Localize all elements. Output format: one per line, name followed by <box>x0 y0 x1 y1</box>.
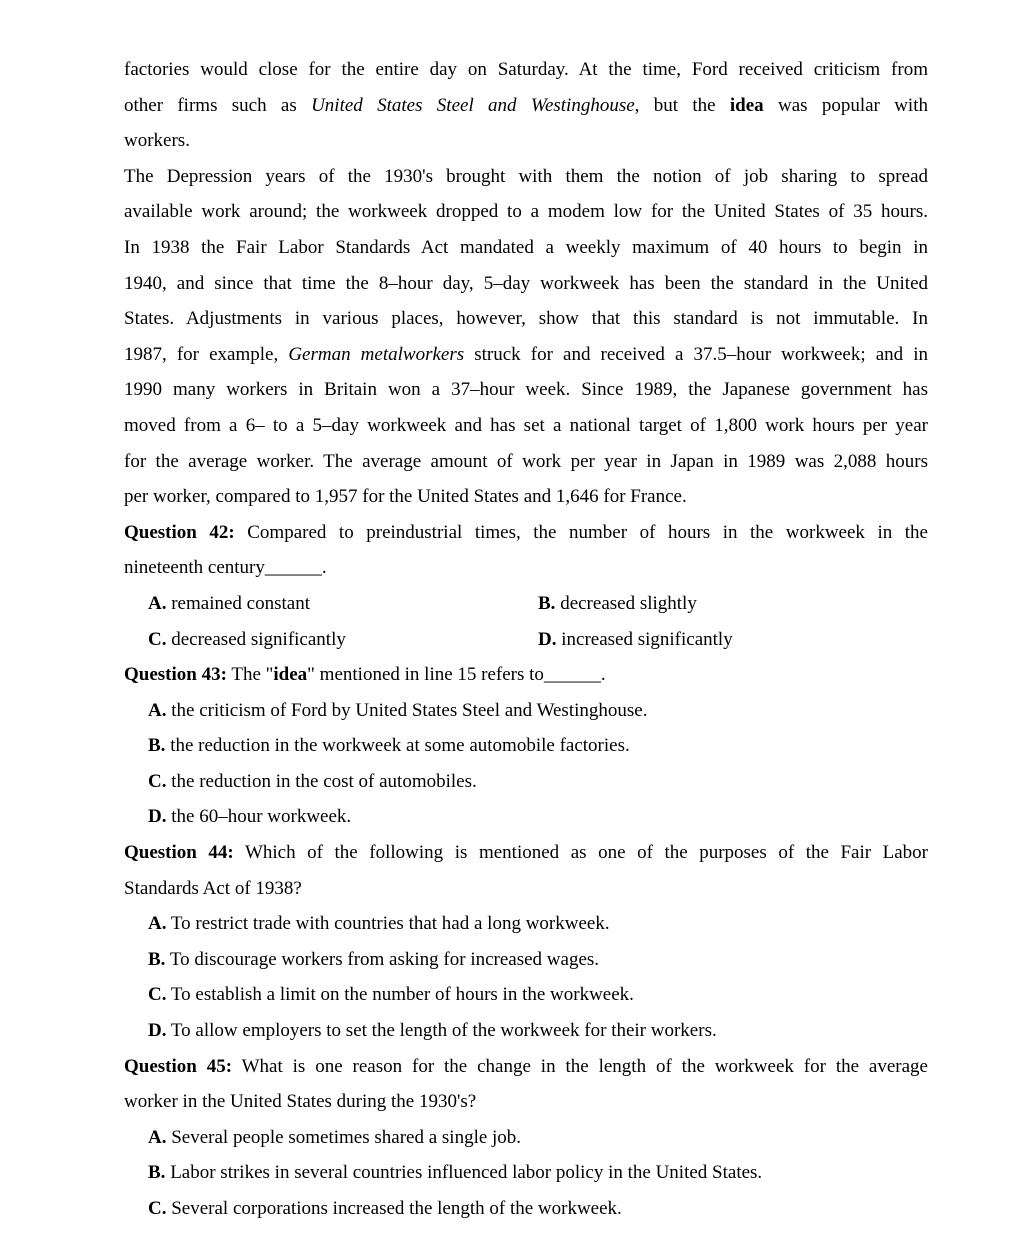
option-c[interactable] <box>124 622 538 658</box>
option-text: To establish a limit on the number of hours in the workweek. <box>166 984 634 1006</box>
question-44-stem <box>124 835 928 871</box>
option-text: To restrict trade with countries that had a long workweek. <box>166 913 610 935</box>
option-c[interactable] <box>124 764 928 800</box>
passage-text: struck for and received a 37.5–hour workweek; and in <box>464 343 928 365</box>
option-text: Several people sometimes shared a single job. <box>166 1126 522 1148</box>
question-text: What is one reason for the change in the length of the workweek for the average <box>232 1055 928 1077</box>
option-letter: B. <box>148 1162 166 1184</box>
question-label: Question 42: <box>124 521 235 543</box>
option-letter: D. <box>148 1020 167 1042</box>
option-b[interactable] <box>124 728 928 764</box>
passage-line <box>124 372 928 408</box>
question-text: worker in the United States during the 1930's? <box>124 1091 477 1113</box>
option-c[interactable] <box>124 1191 928 1227</box>
passage-line <box>124 266 928 302</box>
passage-text: , but the <box>634 94 730 116</box>
document-page <box>124 52 928 1227</box>
passage-line <box>124 479 928 515</box>
option-text: increased significantly <box>556 628 733 650</box>
passage-line <box>124 337 928 373</box>
question-45-stem <box>124 1084 928 1120</box>
option-letter: C. <box>148 1198 167 1219</box>
passage-text: workers. <box>124 130 190 152</box>
question-label: Question 45: <box>124 1055 233 1077</box>
passage-text: In 1938 the Fair Labor Standards Act mandated a weekly maximum of 40 hours to begin in <box>124 236 928 258</box>
option-d[interactable] <box>124 1013 928 1049</box>
question-label: Question 44: <box>124 842 234 864</box>
option-letter: A. <box>148 699 167 721</box>
option-text: decreased slightly <box>555 592 697 614</box>
passage-text: 1990 many workers in Britain won a 37–hour week. Since 1989, the Japanese government has <box>124 379 928 401</box>
passage-text: for the average worker. The average amount of work per year in Japan in 1989 was 2,088 hours <box>124 450 928 472</box>
passage-line <box>124 194 928 230</box>
option-b[interactable] <box>124 942 928 978</box>
question-text: Which of the following is mentioned as one of the purposes of the Fair Labor <box>233 842 928 864</box>
option-d[interactable] <box>124 799 928 835</box>
option-letter: A. <box>148 592 167 614</box>
option-letter: B. <box>148 735 166 757</box>
option-a[interactable] <box>124 693 928 729</box>
option-letter: C. <box>148 770 167 792</box>
option-a[interactable] <box>124 586 538 622</box>
option-b[interactable] <box>124 1155 928 1191</box>
option-text: the 60–hour workweek. <box>166 806 352 828</box>
question-text: nineteenth century______. <box>124 557 327 579</box>
question-text: Compared to preindustrial times, the number of hours in the workweek in the <box>234 521 928 543</box>
passage-line <box>124 301 928 337</box>
passage-line <box>124 444 928 480</box>
passage-line <box>124 88 928 124</box>
company-names: United States Steel and Westinghouse <box>311 94 635 116</box>
option-letter: C. <box>148 628 167 650</box>
option-letter: A. <box>148 913 167 935</box>
option-text: To allow employers to set the length of the workweek for their workers. <box>166 1020 717 1042</box>
question-text: " mentioned in line 15 refers to______. <box>307 664 606 686</box>
option-a[interactable] <box>124 906 928 942</box>
passage-line <box>124 408 928 444</box>
option-text: Several corporations increased the length of the workweek. <box>166 1198 622 1219</box>
option-letter: C. <box>148 984 167 1006</box>
option-text: remained constant <box>166 592 310 614</box>
option-text: decreased significantly <box>166 628 346 650</box>
highlighted-word: idea <box>729 94 764 116</box>
option-text: To discourage workers from asking for increased wages. <box>165 948 600 970</box>
passage-text: was popular with <box>763 94 928 116</box>
question-43-stem <box>124 657 928 693</box>
option-letter: D. <box>148 806 167 828</box>
option-text: the reduction in the cost of automobiles. <box>166 770 477 792</box>
passage-text: factories would close for the entire day on Saturday. At the time, Ford received criticism from <box>124 59 928 80</box>
option-letter: A. <box>148 1126 167 1148</box>
question-text: Standards Act of 1938? <box>124 877 302 899</box>
passage-text: 1940, and since that time the 8–hour day, 5–day workweek has been the standard in the United <box>124 272 928 294</box>
option-text: the criticism of Ford by United States Steel and Westinghouse. <box>166 699 648 721</box>
highlighted-word: idea <box>273 664 308 686</box>
option-c[interactable] <box>124 977 928 1013</box>
question-label: Question 43: <box>124 664 227 686</box>
question-text: The " <box>226 664 274 686</box>
question-42-stem <box>124 515 928 551</box>
option-letter: B. <box>538 592 556 614</box>
passage-text: The Depression years of the 1930's brought with them the notion of job sharing to spread <box>124 165 928 187</box>
question-44-stem <box>124 871 928 907</box>
option-b[interactable] <box>538 586 928 622</box>
question-42-options-row <box>124 622 928 658</box>
option-text: the reduction in the workweek at some automobile factories. <box>165 735 630 757</box>
passage-text: other firms such as <box>124 94 312 116</box>
option-text: Labor strikes in several countries influenced labor policy in the United States. <box>165 1162 763 1184</box>
passage-text: moved from a 6– to a 5–day workweek and has set a national target of 1,800 work hours per year <box>124 414 928 436</box>
passage-text: available work around; the workweek dropped to a modem low for the United States of 35 hours. <box>124 201 928 223</box>
question-42-stem <box>124 550 928 586</box>
passage-text: States. Adjustments in various places, however, show that this standard is not immutable. In <box>124 308 928 330</box>
option-letter: B. <box>148 948 166 970</box>
passage-line <box>124 230 928 266</box>
question-42-options-row <box>124 586 928 622</box>
italic-term: German metalworkers <box>288 343 465 365</box>
question-45-stem <box>124 1049 928 1085</box>
option-letter: D. <box>538 628 557 650</box>
passage-text: 1987, for example, <box>124 343 289 365</box>
passage-line <box>124 123 928 159</box>
passage-line <box>124 52 928 88</box>
option-d[interactable] <box>538 622 928 658</box>
option-a[interactable] <box>124 1120 928 1156</box>
passage-text: per worker, compared to 1,957 for the United States and 1,646 for France. <box>124 486 687 508</box>
passage-line <box>124 159 928 195</box>
